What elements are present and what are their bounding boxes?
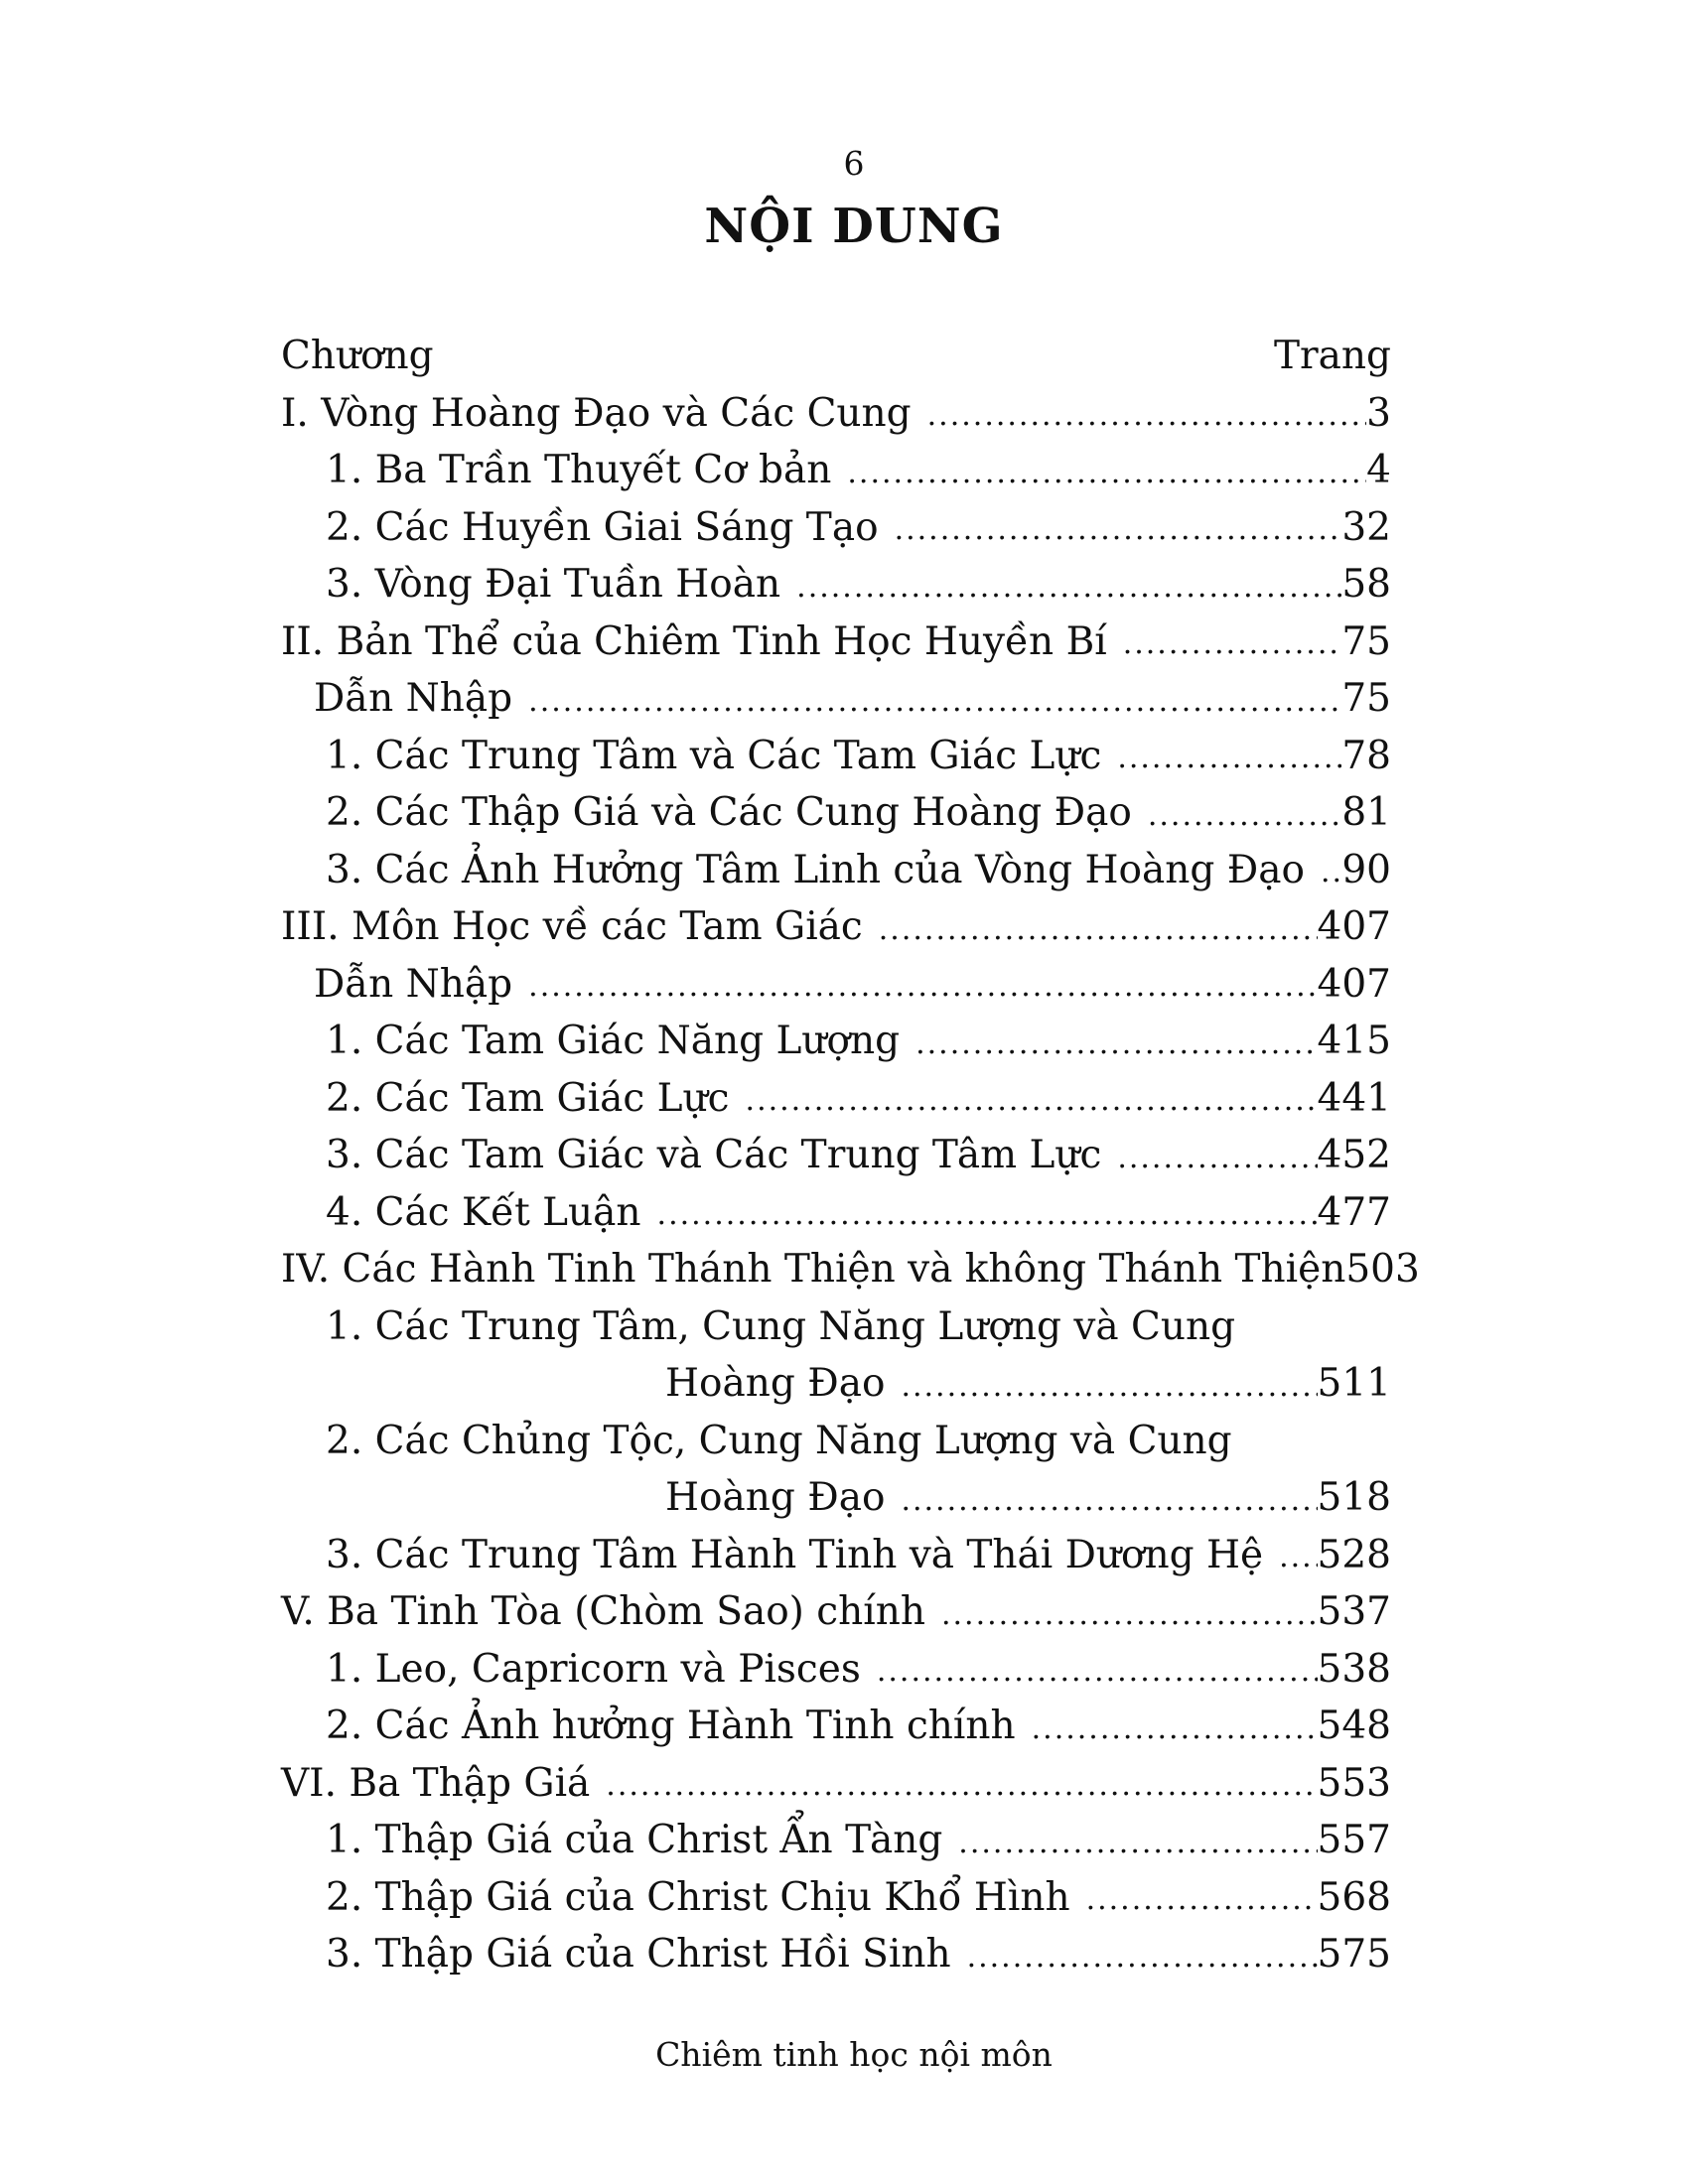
toc-entry (281, 556, 1391, 614)
toc-entry (281, 1070, 1391, 1128)
footer: Chiêm tinh học nội môn (655, 2035, 1053, 2074)
toc-entry-page: 407 (1317, 904, 1391, 950)
dot-leader (657, 1200, 1318, 1230)
toc-entry (281, 1698, 1391, 1755)
dot-leader (1117, 1144, 1317, 1173)
toc-entry (281, 1527, 1391, 1584)
dot-leader (746, 1086, 1318, 1116)
toc-entry-title: 2. Thập Giá của Christ Chịu Khổ Hình (326, 1874, 1070, 1920)
toc-entry-page: 503 (1345, 1247, 1420, 1293)
toc-entry-title: 4. Các Kết Luận (326, 1189, 641, 1235)
toc-entry-page: 575 (1317, 1932, 1391, 1978)
dot-leader (879, 915, 1318, 945)
toc-entry-title: 2. Các Ảnh hưởng Hành Tinh chính (326, 1704, 1016, 1749)
toc-entry (281, 442, 1391, 499)
dot-leader (528, 687, 1341, 717)
toc-entry-title: 3. Các Tam Giác và Các Trung Tâm Lực (326, 1133, 1102, 1178)
toc-entry-title: 2. Các Thập Giá và Các Cung Hoàng Đạo (326, 790, 1132, 836)
dot-leader (1123, 629, 1342, 659)
toc-entry (281, 614, 1391, 671)
dot-leader (1321, 858, 1341, 887)
toc-entry (281, 1355, 1391, 1413)
dot-leader (1117, 744, 1341, 773)
page-number: 6 (843, 144, 865, 183)
toc-entry (281, 1298, 1391, 1356)
dot-leader (901, 1372, 1317, 1402)
toc-entry-title: Hoàng Đạo (665, 1361, 886, 1407)
toc-entry (281, 784, 1391, 842)
toc-entry-page: 528 (1317, 1532, 1391, 1577)
toc-entry-title: 3. Thập Giá của Christ Hồi Sinh (326, 1932, 951, 1978)
toc-entry (281, 1583, 1391, 1641)
toc-entry-page: 553 (1317, 1760, 1391, 1806)
toc-entries (281, 385, 1420, 1983)
toc-entry (281, 499, 1391, 557)
toc-entry-page: 518 (1317, 1475, 1391, 1521)
toc-entry-page: 75 (1341, 618, 1391, 664)
toc-entry-title: Dẫn Nhập (314, 676, 513, 722)
toc-entry-title: 3. Vòng Đại Tuần Hoàn (326, 562, 781, 608)
toc-entry-page: 4 (1366, 448, 1391, 493)
toc-entry-page: 407 (1317, 961, 1391, 1007)
toc-entry-page: 557 (1317, 1818, 1391, 1863)
toc-entry-page: 537 (1317, 1589, 1391, 1635)
dot-leader (967, 1943, 1318, 1973)
toc-entry-page: 75 (1341, 676, 1391, 722)
dot-leader (927, 401, 1367, 431)
toc-entry-page: 548 (1317, 1704, 1391, 1749)
dot-leader (1279, 1543, 1317, 1572)
toc-entry-title: 2. Các Huyền Giai Sáng Tạo (326, 504, 879, 550)
toc-header-page-label: Trang (1274, 334, 1391, 379)
toc-entry-page: 81 (1341, 790, 1391, 836)
toc-entry-page: 568 (1317, 1874, 1391, 1920)
toc-entry (281, 1869, 1391, 1927)
toc-entry-title: 1. Các Trung Tâm và Các Tam Giác Lực (326, 733, 1102, 778)
toc-entry-page: 3 (1366, 390, 1391, 436)
page-title: NỘI DUNG (704, 199, 1004, 254)
toc-entry (281, 1413, 1391, 1470)
toc-entry (281, 385, 1391, 443)
toc-entry (281, 1127, 1391, 1184)
dot-leader (1148, 801, 1342, 831)
toc-entry-title: 1. Leo, Capricorn và Pisces (326, 1646, 861, 1692)
dot-leader (877, 1657, 1318, 1687)
toc-entry (281, 1184, 1391, 1242)
toc-entry-page: 441 (1317, 1075, 1391, 1121)
toc-entry-page: 477 (1317, 1189, 1391, 1235)
toc-entry-title: 3. Các Ảnh Hưởng Tâm Linh của Vòng Hoàng Đạo (326, 847, 1305, 892)
toc-entry-title: I. Vòng Hoàng Đạo và Các Cung (281, 390, 912, 436)
toc-entry-page: 511 (1317, 1361, 1391, 1407)
toc-entry-title: II. Bản Thể của Chiêm Tinh Học Huyền Bí (281, 618, 1107, 664)
toc-entry (281, 1013, 1391, 1070)
toc-entry-title: V. Ba Tinh Tòa (Chòm Sao) chính (281, 1589, 925, 1635)
toc-entry-title: 1. Thập Giá của Christ Ẩn Tàng (326, 1818, 943, 1863)
dot-leader (958, 1829, 1317, 1858)
toc-entry-title: III. Môn Học về các Tam Giác (281, 904, 863, 950)
toc-header (281, 328, 1391, 385)
dot-leader (528, 972, 1317, 1002)
dot-leader (941, 1600, 1318, 1630)
toc-entry-title: 2. Các Tam Giác Lực (326, 1075, 730, 1121)
toc-entry-title: 1. Các Tam Giác Năng Lượng (326, 1019, 901, 1064)
toc-entry-title: IV. Các Hành Tinh Thánh Thiện và không Thánh Thiện (281, 1247, 1346, 1293)
table-of-contents (281, 328, 1420, 1983)
toc-entry (281, 1755, 1391, 1813)
toc-entry-title: 1. Các Trung Tâm, Cung Năng Lượng và Cung (326, 1303, 1236, 1349)
toc-entry-title: 2. Các Chủng Tộc, Cung Năng Lượng và Cung (326, 1418, 1232, 1463)
toc-entry-title: VI. Ba Thập Giá (281, 1760, 591, 1806)
dot-leader (847, 459, 1366, 488)
toc-entry (281, 1641, 1391, 1699)
toc-entry (281, 1241, 1420, 1298)
toc-entry (281, 898, 1391, 956)
toc-entry-title: Hoàng Đạo (665, 1475, 886, 1521)
toc-entry-page: 452 (1317, 1133, 1391, 1178)
toc-entry-page: 78 (1341, 733, 1391, 778)
dot-leader (796, 573, 1341, 603)
dot-leader (915, 1029, 1317, 1059)
toc-header-chapter-label: Chương (281, 334, 434, 379)
toc-entry (281, 956, 1391, 1014)
toc-entry (281, 670, 1391, 728)
toc-entry-page: 32 (1341, 504, 1391, 550)
toc-entry (281, 1812, 1391, 1869)
toc-entry (281, 728, 1391, 785)
toc-entry-title: Dẫn Nhập (314, 961, 513, 1007)
toc-entry (281, 1926, 1391, 1983)
toc-entry-page: 415 (1317, 1019, 1391, 1064)
dot-leader (901, 1486, 1317, 1516)
toc-entry (281, 842, 1391, 899)
dot-leader (895, 515, 1342, 545)
toc-entry-page: 58 (1341, 562, 1391, 608)
dot-leader (606, 1771, 1317, 1801)
toc-entry-page: 90 (1341, 847, 1391, 892)
toc-entry (281, 1469, 1391, 1527)
toc-entry-title: 1. Ba Trần Thuyết Cơ bản (326, 448, 832, 493)
toc-entry-title: 3. Các Trung Tâm Hành Tinh và Thái Dương Hệ (326, 1532, 1264, 1577)
dot-leader (1086, 1885, 1318, 1915)
dot-leader (1032, 1714, 1318, 1744)
toc-entry-page: 538 (1317, 1646, 1391, 1692)
